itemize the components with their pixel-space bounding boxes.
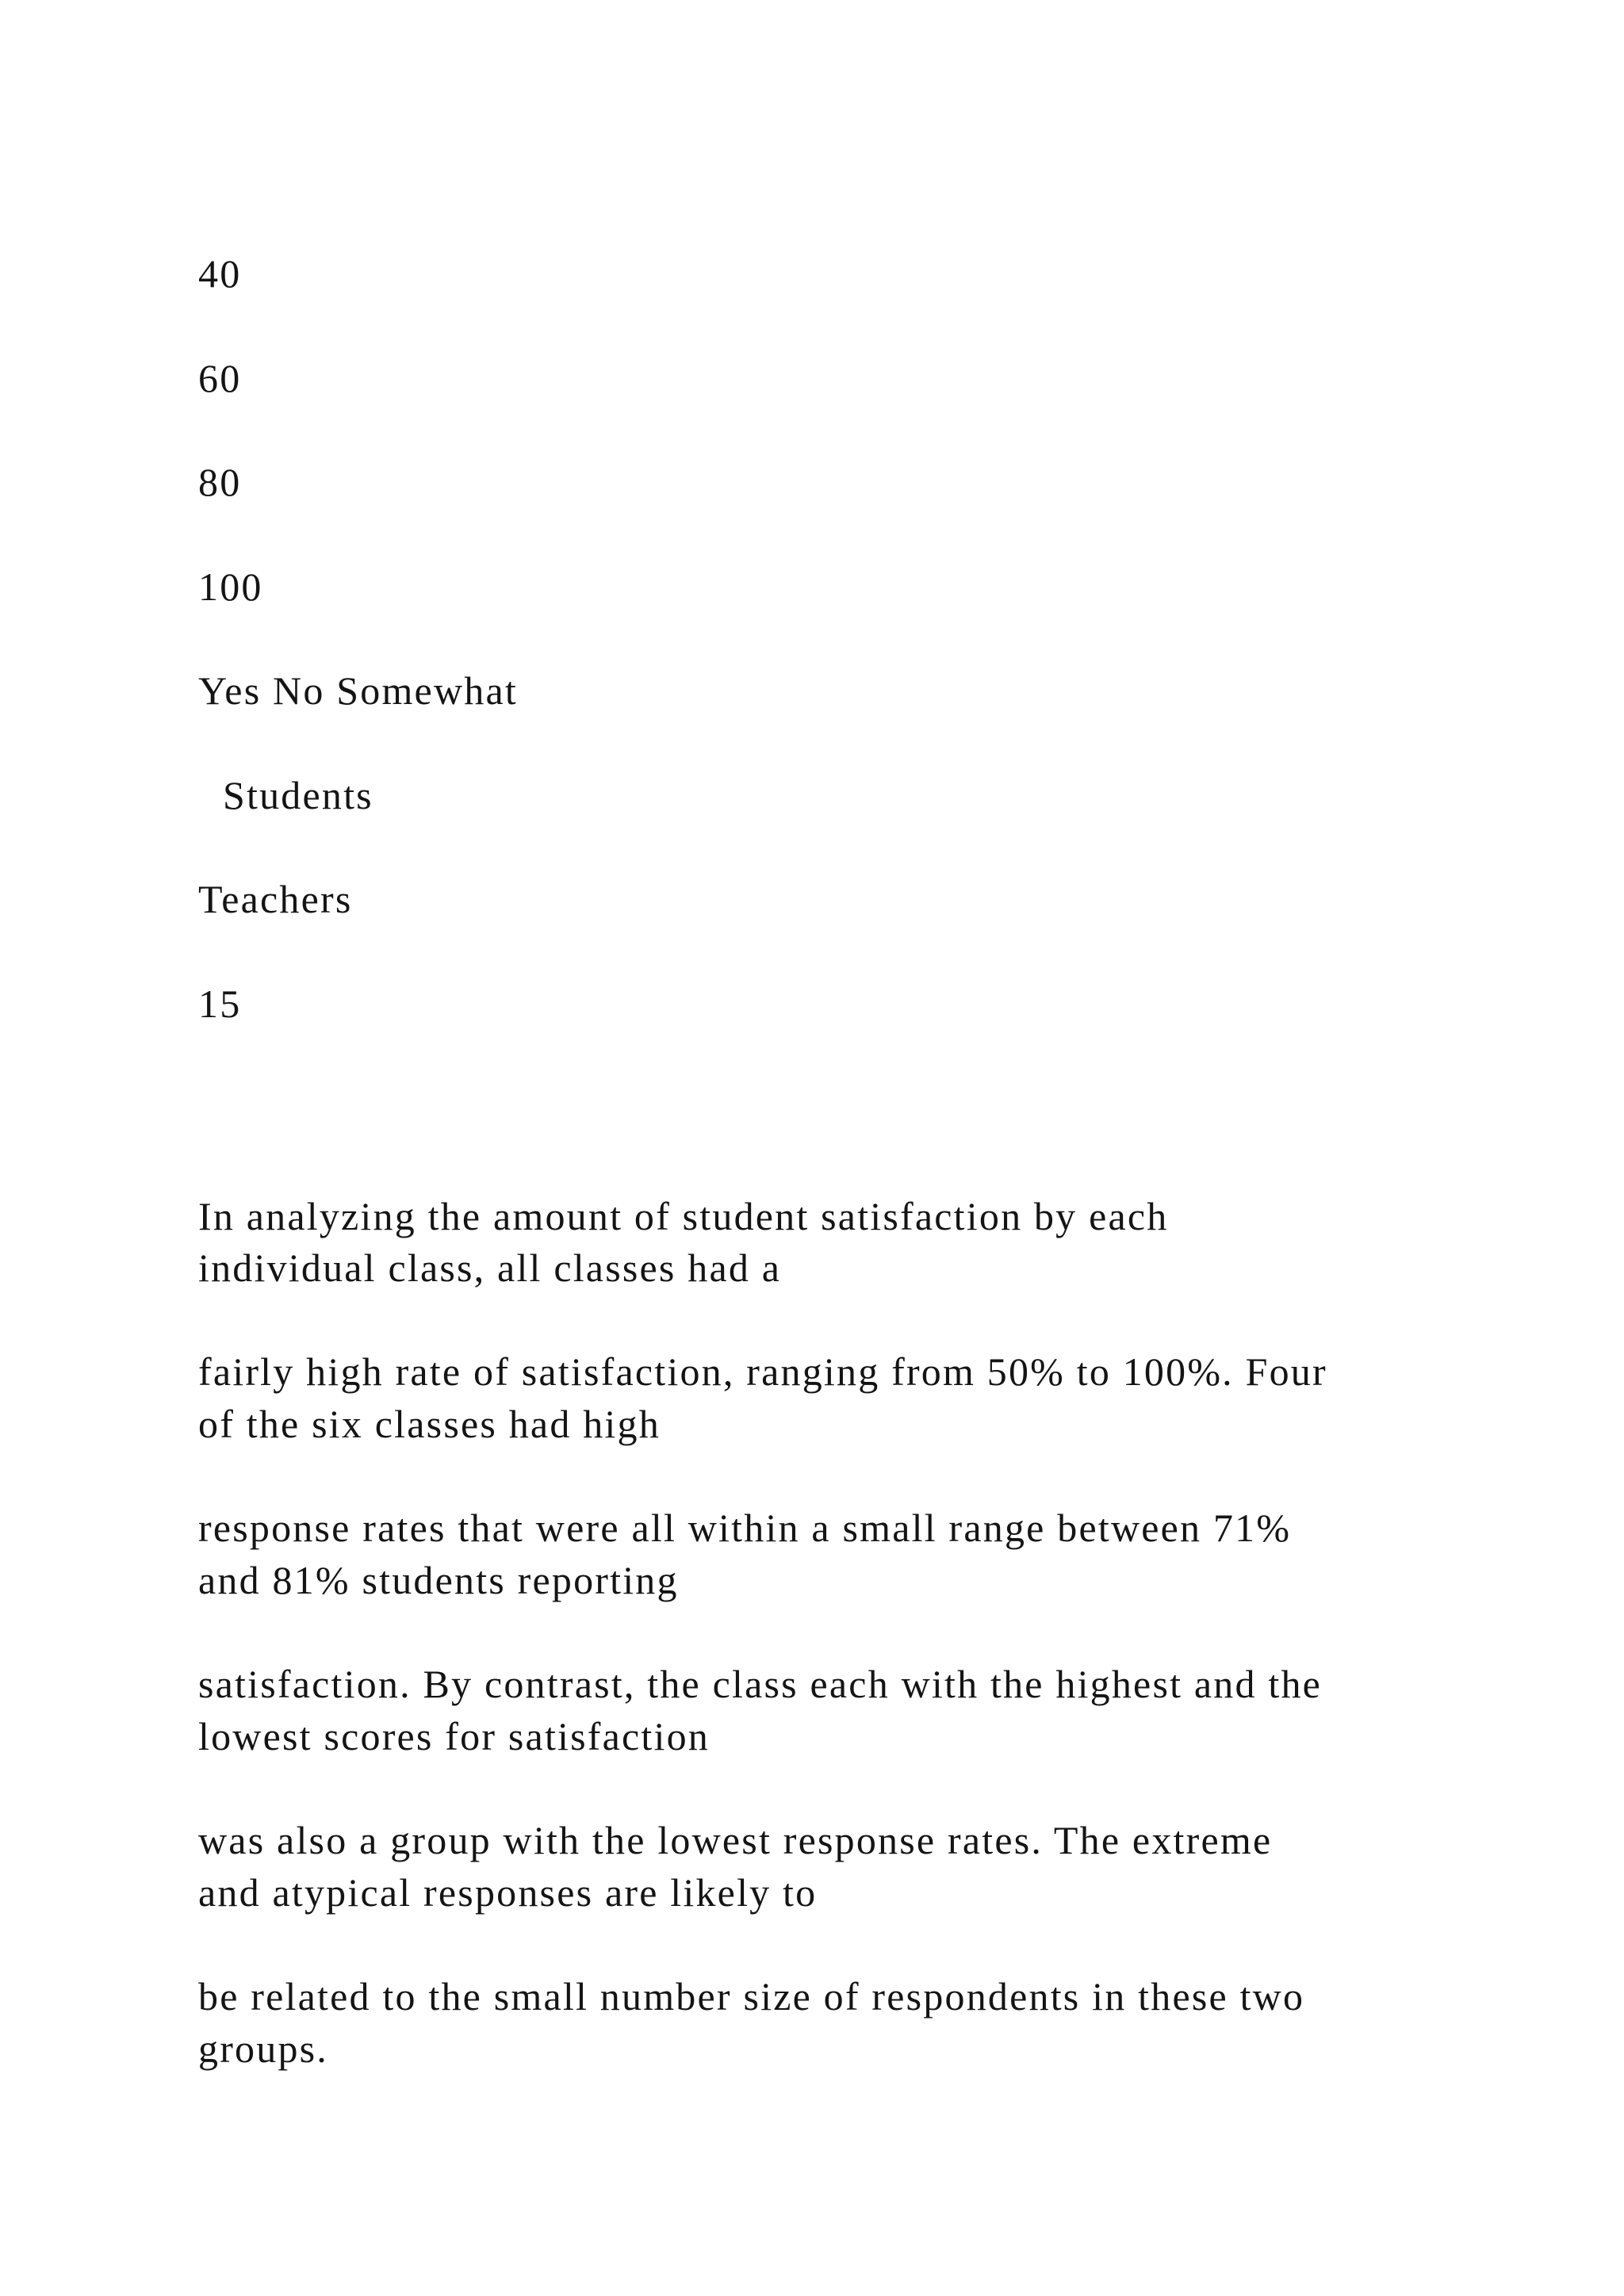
paragraph-line: and 81% students reporting [198,1558,679,1602]
axis-tick-80: 80 [198,460,242,504]
paragraph-line: lowest scores for satisfaction [198,1714,710,1758]
paragraph-line: was also a group with the lowest response rates. The extreme [198,1818,1273,1862]
legend-teachers: Teachers [198,877,353,921]
paragraph-line: be related to the small number size of respondents in these two [198,1974,1305,2019]
axis-tick-100: 100 [198,564,263,609]
paragraph-line: of the six classes had high [198,1402,661,1446]
paragraph-line: response rates that were all within a small range between 71% [198,1506,1292,1550]
category-labels: Yes No Somewhat [198,668,518,713]
paragraph-line: satisfaction. By contrast, the class each with the highest and the [198,1662,1323,1706]
paragraph-line: and atypical responses are likely to [198,1870,818,1915]
paragraph-line: fairly high rate of satisfaction, ranging from 50% to 100%. Four [198,1349,1327,1394]
page-number: 15 [198,982,242,1026]
paragraph-line: In analyzing the amount of student satisfaction by each [198,1194,1169,1238]
paragraph-line: individual class, all classes had a [198,1246,782,1290]
axis-tick-40: 40 [198,251,242,296]
legend-students: Students [223,773,373,817]
axis-tick-60: 60 [198,356,242,400]
paragraph-line: groups. [198,2026,329,2071]
